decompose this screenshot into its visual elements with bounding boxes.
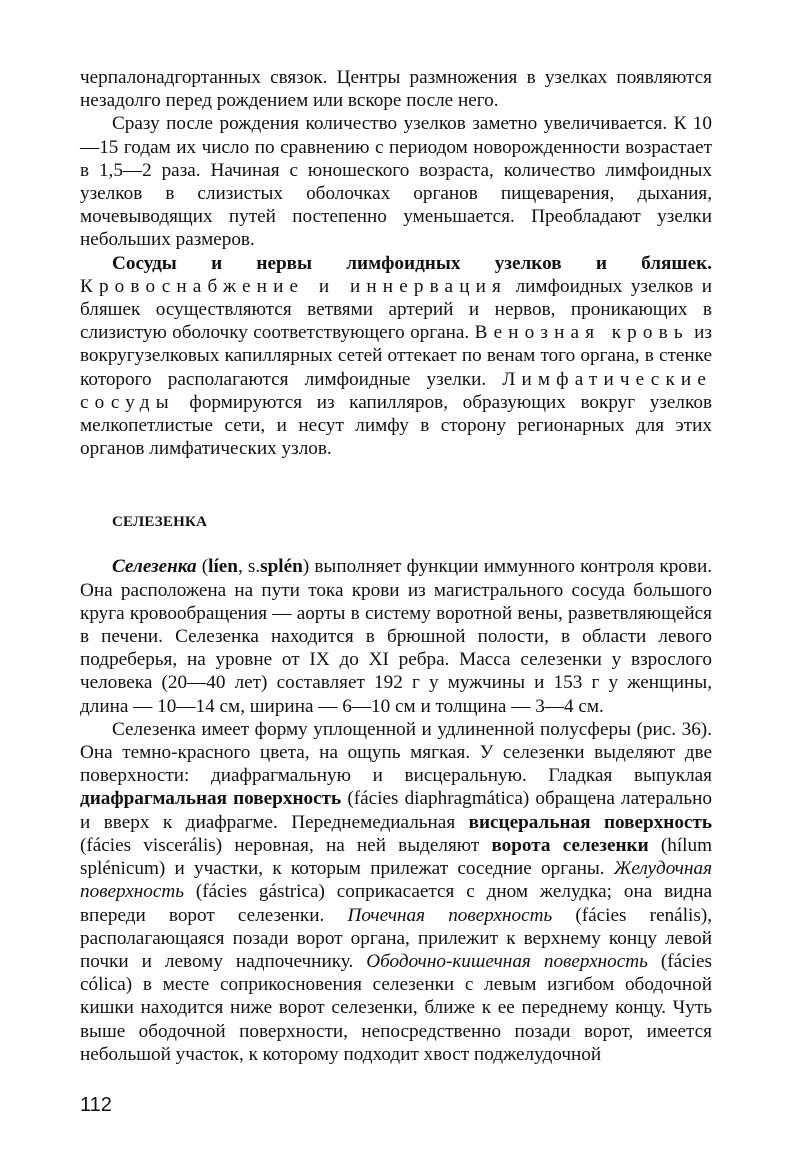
spaced-term-venous-blood: Венозная кровь	[474, 322, 689, 344]
term-spleen-hilum: ворота селезенки	[491, 834, 649, 856]
latin-term-lien: líen	[208, 556, 238, 578]
spaced-term-blood-supply: Кровоснабжение и иннервация	[80, 275, 508, 297]
spacer	[80, 532, 712, 555]
page-number: 112	[80, 1094, 112, 1116]
latin-open: (	[201, 556, 209, 578]
term-gastric-surface: Желудочная поверхность	[80, 858, 712, 903]
paragraph-continuation: черпалонадгортанных связок. Центры размножения в узелках появляются незадолго перед рождением или вскоре после него.	[80, 67, 712, 112]
paragraph-text: (fácies renális), располагающаяся позади ворот органа, прилежит к верхнему концу левой почки и левому надпочечнику.	[80, 904, 713, 972]
paragraph-vessels-nerves	[80, 252, 712, 461]
subheading-vessels-nerves: Сосуды и нервы лимфоидных узелков и бляшек.	[112, 252, 712, 274]
term-spleen: Селезенка	[112, 556, 197, 578]
paragraph-text: из вокругузелковых капиллярных сетей оттекает по венам того органа, в стенке которого располагаются лимфоидные узелки.	[80, 322, 713, 390]
latin-term-splen: splén	[260, 556, 303, 578]
page-body	[80, 66, 712, 1066]
paragraph-text: (fácies cólica) в месте соприкосновения селезенки с левым изгибом ободочной кишки находится ниже ворот селезенки, ближе к ее переднему концу. Чуть выше ободочной поверхности, непосредственно позади ворот, имеется небольшой участок, к которому подходит хвост поджелудочной	[80, 950, 712, 1065]
paragraph-text: Селезенка имеет форму уплощенной и удлиненной полусферы (рис. 36). Она темно-красного цвета, на ощупь мягкая. У селезенки выделяют две поверхности: диафрагмальную и висцеральную. Гладкая выпуклая	[80, 718, 712, 787]
paragraph-spleen-intro	[80, 555, 712, 717]
paragraph-text: (fácies diaphragmática) обращена латерально и вверх к диафрагме. Переднемедиальная	[80, 788, 712, 833]
paragraph-text: формируются из капилляров, образующих вокруг узелков мелкопетлистые сети, и несут лимфу в сторону регионарных для этих органов лимфатических узлов.	[80, 391, 713, 460]
paragraph-spleen-surfaces	[80, 718, 712, 1066]
paragraph-text: лимфоидных узелков и бляшек осуществляются ветвями артерий и нервов, проникающих в слизистую оболочку соответствующего органа.	[80, 275, 713, 344]
paragraph-age-changes: Сразу после рождения количество узелков заметно увеличивается. К 10—15 годам их число по сравнению с периодом новорожденности возрастает в 1,5—2 раза. Начиная с юношеского возраста, количество лимфоидных узелков в слизистых оболочках органов пищеварения, дыхания, мочевыводящих путей постепенно уменьшается. Преобладают узелки небольших размеров.	[80, 113, 712, 251]
term-diaphragmatic-surface: диафрагмальная поверхность	[80, 788, 342, 810]
latin-close: )	[302, 556, 310, 578]
term-colic-surface: Ободочно-кишечная поверхность	[366, 950, 648, 972]
paragraph-text: (fácies gástrica) соприкасается с дном желудка; она видна впереди ворот селезенки.	[80, 881, 712, 926]
latin-separator: , s.	[237, 556, 261, 578]
paragraph-text: выполняет функции иммунного контроля крови. Она расположена на пути тока крови из магистрального сосуда большого круга кровообращения — аорты в систему воротной вены, разветвляющейся в печени. Селезенка находится в брюшной полости, в области левого подреберья, на уровне от IX до XI ребра. Масса селезенки у взрослого человека (20—40 лет) составляет 192 г у мужчины и 153 г у женщины, длина — 10—14 см, ширина — 6—10 см и толщина — 3—4 см.	[80, 556, 713, 717]
paragraph-text: (hílum splénicum) и участки, к которым прилежат соседние органы.	[80, 834, 712, 880]
term-renal-surface: Почечная поверхность	[347, 904, 553, 926]
section-heading: СЕЛЕЗЕНКА	[112, 514, 208, 531]
spaced-term-lymph-vessels: Лимфатические сосуды	[80, 368, 712, 413]
paragraph-text: (fácies viscerális) неровная, на ней выделяют	[80, 834, 492, 856]
term-visceral-surface: висцеральная поверхность	[468, 811, 713, 833]
